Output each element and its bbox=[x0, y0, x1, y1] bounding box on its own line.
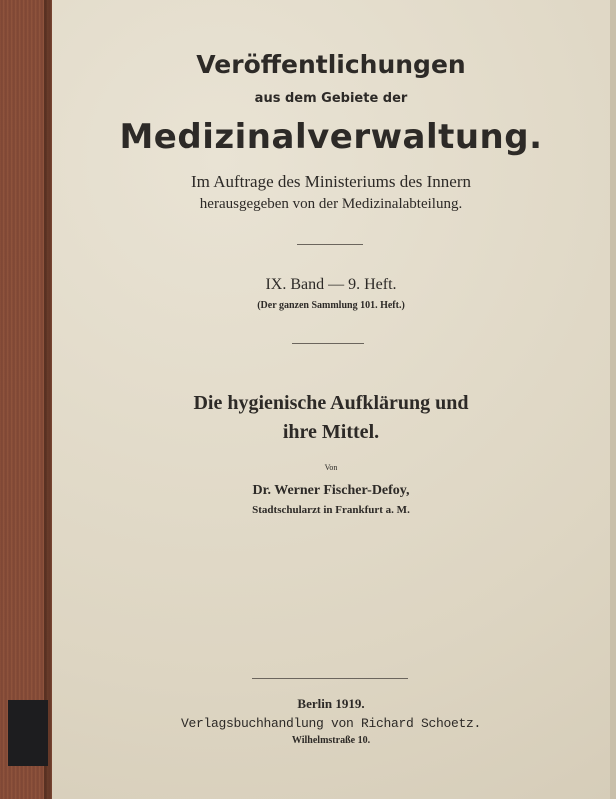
series-title-line1: Veröffentlichungen bbox=[196, 50, 466, 79]
divider-2 bbox=[292, 343, 364, 344]
divider-1 bbox=[297, 244, 363, 245]
commission-line1: Im Auftrage des Ministeriums des Innern bbox=[191, 172, 471, 191]
imprint-place-year: Berlin 1919. bbox=[297, 696, 365, 711]
volume-line: IX. Band — 9. Heft. bbox=[265, 276, 397, 293]
title-page bbox=[52, 0, 610, 799]
author-name: Dr. Werner Fischer-Defoy, bbox=[252, 483, 410, 498]
work-title-line1: Die hygienische Aufklärung und bbox=[193, 392, 469, 414]
library-label bbox=[8, 700, 48, 766]
commission-line2: herausgegeben von der Medizinalabteilung. bbox=[199, 196, 463, 212]
series-title-line3: Medizinalverwaltung. bbox=[119, 117, 543, 157]
collection-line: (Der ganzen Sammlung 101. Heft.) bbox=[257, 300, 405, 311]
imprint-address: Wilhelmstraße 10. bbox=[291, 735, 371, 746]
work-title-line2: ihre Mittel. bbox=[282, 421, 380, 443]
divider-3 bbox=[252, 678, 408, 679]
author-position: Stadtschularzt in Frankfurt a. M. bbox=[252, 504, 410, 516]
by-line: Von bbox=[324, 463, 338, 472]
imprint-publisher: Verlagsbuchhandlung von Richard Schoetz. bbox=[180, 716, 482, 731]
series-title-line2: aus dem Gebiete der bbox=[254, 91, 408, 106]
